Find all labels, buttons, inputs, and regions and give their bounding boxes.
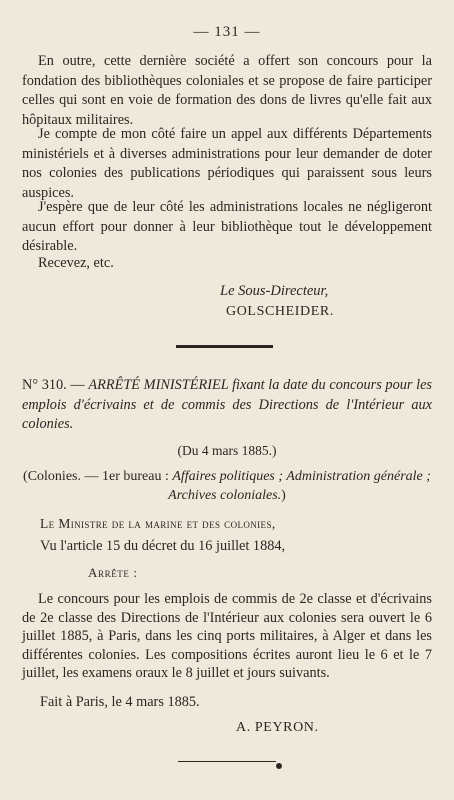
arrete-label: Arrête : xyxy=(88,565,138,580)
arrete-heading-block xyxy=(22,376,432,435)
page-number: — 131 — xyxy=(193,24,261,40)
colonies-reference xyxy=(22,468,432,505)
paragraph-3: J'espère que de leur côté les administrations locales ne négligeront aucun effort pour donner à leur bibliothèque tout le développement désirable. xyxy=(22,199,432,254)
colonies-detail: Affaires politiques ; Administration générale ; Archives coloniales. xyxy=(168,469,431,503)
fait-line: Fait à Paris, le 4 mars 1885. xyxy=(40,694,200,710)
minister-line: Le Ministre de la marine et des colonies, xyxy=(40,516,276,531)
colonies-prefix: (Colonies. — 1er bureau : xyxy=(23,469,173,484)
signature-name: GOLSCHEIDER. xyxy=(226,304,334,319)
paragraph-2: Je compte de mon côté faire un appel aux différents Départements ministériels et à diverses administrations pour leur demander de doter nos colonies des publications périodiques qui paraissent sous leurs auspices. xyxy=(22,126,432,201)
arrete-body: Le concours pour les emplois de commis de 2e classe et d'écrivains de 2e classe des Directions de l'Intérieur aux colonies sera ouvert le 6 juillet 1885, à Paris, dans les cinq ports militaires, à Alger et dans les différentes colonies. Les compositions écrites auront lieu le 6 et le 7 juillet, les examens oraux le 8 juillet et jours suivants. xyxy=(22,591,432,682)
vu-line: Vu l'article 15 du décret du 16 juillet 1884, xyxy=(40,538,286,554)
closing-formula: Recevez, etc. xyxy=(38,255,114,271)
end-mark xyxy=(276,763,282,769)
paragraph-1: En outre, cette dernière société a offert son concours pour la fondation des bibliothèques coloniales et se propose de faire participer celles qui sont en voie de formation des dons de livres qu'elle fait aux hôpitaux militaires. xyxy=(22,53,432,128)
colonies-suffix: ) xyxy=(281,487,286,503)
section-divider xyxy=(176,345,273,348)
arrete-heading: ARRÊTÉ MINISTÉRIEL fixant la date du concours pour les emplois d'écrivains et de commis des Directions de l'Intérieur aux colonies. xyxy=(22,377,432,432)
signer-name: A. PEYRON. xyxy=(236,720,319,735)
signature-title: Le Sous-Directeur, xyxy=(220,283,329,299)
arrete-date: (Du 4 mars 1885.) xyxy=(177,443,277,458)
arrete-number: N° 310. — xyxy=(22,377,89,393)
end-divider xyxy=(178,761,276,762)
